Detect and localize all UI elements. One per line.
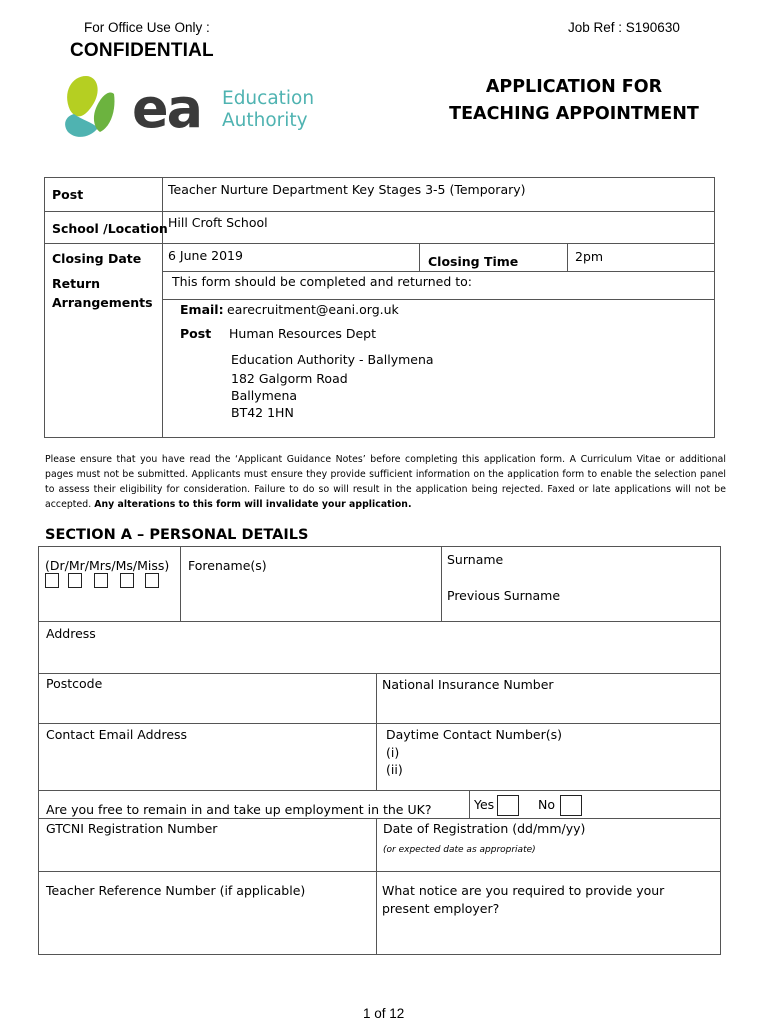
guidance-notes-bold: Any alterations to this form will invalidate your application. — [94, 499, 412, 510]
closing-date-label: Closing Date — [52, 251, 142, 266]
address-line-1: Human Resources Dept — [229, 326, 377, 341]
address-line-3: 182 Galgorm Road — [231, 371, 348, 386]
page-number: 1 of 12 — [363, 1006, 405, 1021]
daytime-number-i: (i) — [386, 745, 400, 760]
return-label-2: Arrangements — [52, 295, 153, 310]
address-line-5: BT42 1HN — [231, 405, 294, 420]
teacher-reference-label: Teacher Reference Number (if applicable) — [46, 883, 306, 898]
guidance-notes-text: Please ensure that you have read the ‘Applicant Guidance Notes’ before completing this application form. A Curriculum Vitae or additional pages must not be submitted. Applicants must ensure they provide sufficient information on the application form to enable the selection panel to assess their eligibility for consideration. Failure to do so will result in the application being rejected. Faxed or late applications will not be accepted. — [45, 454, 726, 510]
section-a-heading: SECTION A – PERSONAL DETAILS — [45, 527, 309, 543]
registration-date-label: Date of Registration (dd/mm/yy) — [383, 821, 586, 836]
notice-label-line1: What notice are you required to provide your — [382, 883, 665, 898]
title-checkbox-ms[interactable] — [120, 573, 134, 588]
forename-label: Forename(s) — [188, 558, 267, 573]
post-label: Post — [52, 187, 84, 202]
previous-surname-label: Previous Surname — [447, 588, 561, 603]
address-line-2: Education Authority - Ballymena — [231, 352, 434, 367]
email-label: Email: — [180, 302, 224, 317]
logo-text-line1: Education — [222, 88, 315, 109]
no-label: No — [538, 797, 555, 812]
title-options-label: (Dr/Mr/Mrs/Ms/Miss) — [45, 558, 170, 573]
address-line-4: Ballymena — [231, 388, 298, 403]
address-label: Address — [46, 626, 96, 641]
email-value[interactable]: earecruitment@eani.org.uk — [227, 302, 399, 317]
contact-email-label: Contact Email Address — [46, 727, 188, 742]
title-line2: TEACHING APPOINTMENT — [449, 104, 699, 124]
return-label-1: Return — [52, 276, 101, 291]
title-checkbox-mrs[interactable] — [94, 573, 108, 588]
uk-no-checkbox[interactable] — [560, 795, 582, 816]
uk-yes-checkbox[interactable] — [497, 795, 519, 816]
daytime-number-ii: (ii) — [386, 762, 403, 777]
post-value: Teacher Nurture Department Key Stages 3-5 (Temporary) — [168, 182, 526, 197]
closing-time-value: 2pm — [575, 249, 604, 264]
uk-employment-question: Are you free to remain in and take up employment in the UK? — [46, 802, 432, 817]
school-value: Hill Croft School — [168, 215, 268, 230]
postcode-label: Postcode — [46, 676, 103, 691]
school-label: School /Location — [52, 221, 168, 236]
return-intro: This form should be completed and returned to: — [172, 274, 472, 289]
gtcni-label: GTCNI Registration Number — [46, 821, 218, 836]
closing-time-label: Closing Time — [428, 254, 519, 269]
svg-text:ea: ea — [132, 77, 202, 140]
yes-label: Yes — [474, 797, 495, 812]
title-checkbox-miss[interactable] — [145, 573, 159, 588]
office-use-label: For Office Use Only : — [84, 20, 210, 35]
confidential-label: CONFIDENTIAL — [70, 40, 214, 61]
notice-label-line2: present employer? — [382, 901, 500, 916]
closing-date-value: 6 June 2019 — [168, 248, 243, 263]
logo-text-line2: Authority — [222, 110, 308, 131]
title-checkbox-mr[interactable] — [68, 573, 82, 588]
registration-date-note: (or expected date as appropriate) — [383, 845, 536, 855]
ni-number-label: National Insurance Number — [382, 677, 554, 692]
forename-field[interactable] — [186, 575, 436, 617]
post-address-label: Post — [180, 326, 212, 341]
logo-text — [222, 88, 314, 132]
title-checkbox-dr[interactable] — [45, 573, 59, 588]
page-title — [424, 74, 724, 128]
title-line1: APPLICATION FOR — [485, 77, 663, 97]
daytime-number-label: Daytime Contact Number(s) — [386, 727, 562, 742]
surname-label: Surname — [447, 552, 504, 567]
guidance-notes — [45, 452, 726, 512]
address-field[interactable] — [44, 642, 714, 670]
job-ref: Job Ref : S190630 — [568, 20, 680, 35]
